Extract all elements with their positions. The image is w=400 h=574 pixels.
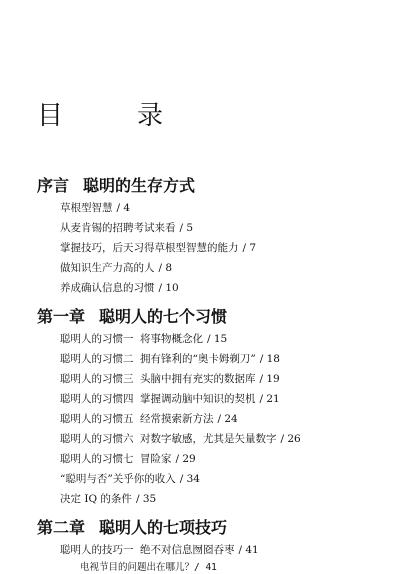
toc-entry[interactable]: [60, 201, 130, 215]
entry-page: / 21: [259, 393, 280, 405]
entry-page: / 7: [242, 242, 257, 254]
entry-text: 从麦肯锡的招聘考试来看: [60, 222, 176, 234]
entry-page: / 26: [280, 433, 301, 445]
entry-text: 拥有锋利的“奥卡姆剃刀”: [140, 353, 256, 365]
entry-page: / 15: [207, 333, 228, 345]
entry-label: 聪明人的习惯六: [60, 433, 134, 445]
entry-page: / 19: [259, 373, 280, 385]
entry-text: 草根型智慧: [60, 202, 113, 214]
toc-entry[interactable]: [60, 281, 179, 295]
entry-text: 冒险家: [140, 453, 172, 465]
toc-entry[interactable]: [60, 221, 193, 235]
toc-entry[interactable]: [60, 392, 280, 406]
entry-page: / 4: [116, 202, 131, 214]
entry-text: 掌握技巧，后天习得草根型智慧的能力: [60, 242, 239, 254]
toc-entry[interactable]: [60, 492, 156, 506]
entry-text: 做知识生产力高的人: [60, 262, 155, 274]
entry-page: / 5: [179, 222, 194, 234]
section-heading-chapter-1: [37, 307, 227, 327]
toc-entry[interactable]: [60, 412, 238, 426]
toc-entry[interactable]: [60, 432, 301, 446]
entry-page: / 24: [217, 413, 238, 425]
entry-page: / 41: [238, 544, 259, 556]
section-title: 聪明人的七个习惯: [99, 307, 228, 326]
entry-page: / 35: [135, 493, 157, 505]
toc-entry[interactable]: [60, 352, 280, 366]
entry-text: 头脑中拥有充实的数据库: [140, 373, 256, 385]
entry-label: 聪明人的习惯一: [60, 333, 134, 345]
subentry-text: 电视节目的问题出在哪儿？: [80, 562, 195, 573]
section-number: 第一章: [37, 307, 86, 326]
toc-entry[interactable]: [60, 472, 200, 486]
section-title: 聪明的生存方式: [83, 176, 196, 195]
toc-entry[interactable]: [60, 241, 256, 255]
toc-entry[interactable]: [60, 332, 227, 346]
toc-entry[interactable]: [60, 261, 172, 275]
toc-subentry[interactable]: [80, 561, 217, 574]
entry-label: 聪明人的习惯三: [60, 373, 134, 385]
toc-title: 目 录: [37, 101, 188, 131]
section-number: 第二章: [37, 518, 86, 537]
entry-text: 经常摸索新方法: [140, 413, 214, 425]
entry-page: / 10: [158, 282, 179, 294]
entry-label: 聪明人的习惯四: [60, 393, 134, 405]
entry-label: 聪明人的技巧一: [60, 544, 134, 556]
section-heading-preface: [37, 176, 195, 196]
entry-text: 养成确认信息的习惯: [60, 282, 155, 294]
entry-page: / 18: [259, 353, 280, 365]
section-heading-chapter-2: [37, 518, 227, 538]
entry-text: 掌握调动脑中知识的契机: [140, 393, 256, 405]
entry-label: 聪明人的习惯五: [60, 413, 134, 425]
entry-label: 聪明人的习惯七: [60, 453, 134, 465]
entry-label: 聪明人的习惯二: [60, 353, 134, 365]
entry-text: “聪明与否”关乎你的收入: [60, 473, 176, 485]
entry-text: 对数字敏感，尤其是矢量数字: [140, 433, 277, 445]
entry-text: 将事物概念化: [140, 333, 203, 345]
entry-page: / 8: [158, 262, 173, 274]
entry-text: 绝不对信息囫囵吞枣: [140, 544, 235, 556]
toc-entry[interactable]: [60, 452, 196, 466]
entry-page: / 29: [175, 453, 196, 465]
entry-page: / 34: [179, 473, 200, 485]
section-number: 序言: [37, 176, 70, 195]
subentry-page: / 41: [194, 562, 217, 573]
entry-text: 决定 IQ 的条件: [60, 493, 132, 505]
toc-entry[interactable]: [60, 372, 280, 386]
section-title: 聪明人的七项技巧: [99, 518, 228, 537]
